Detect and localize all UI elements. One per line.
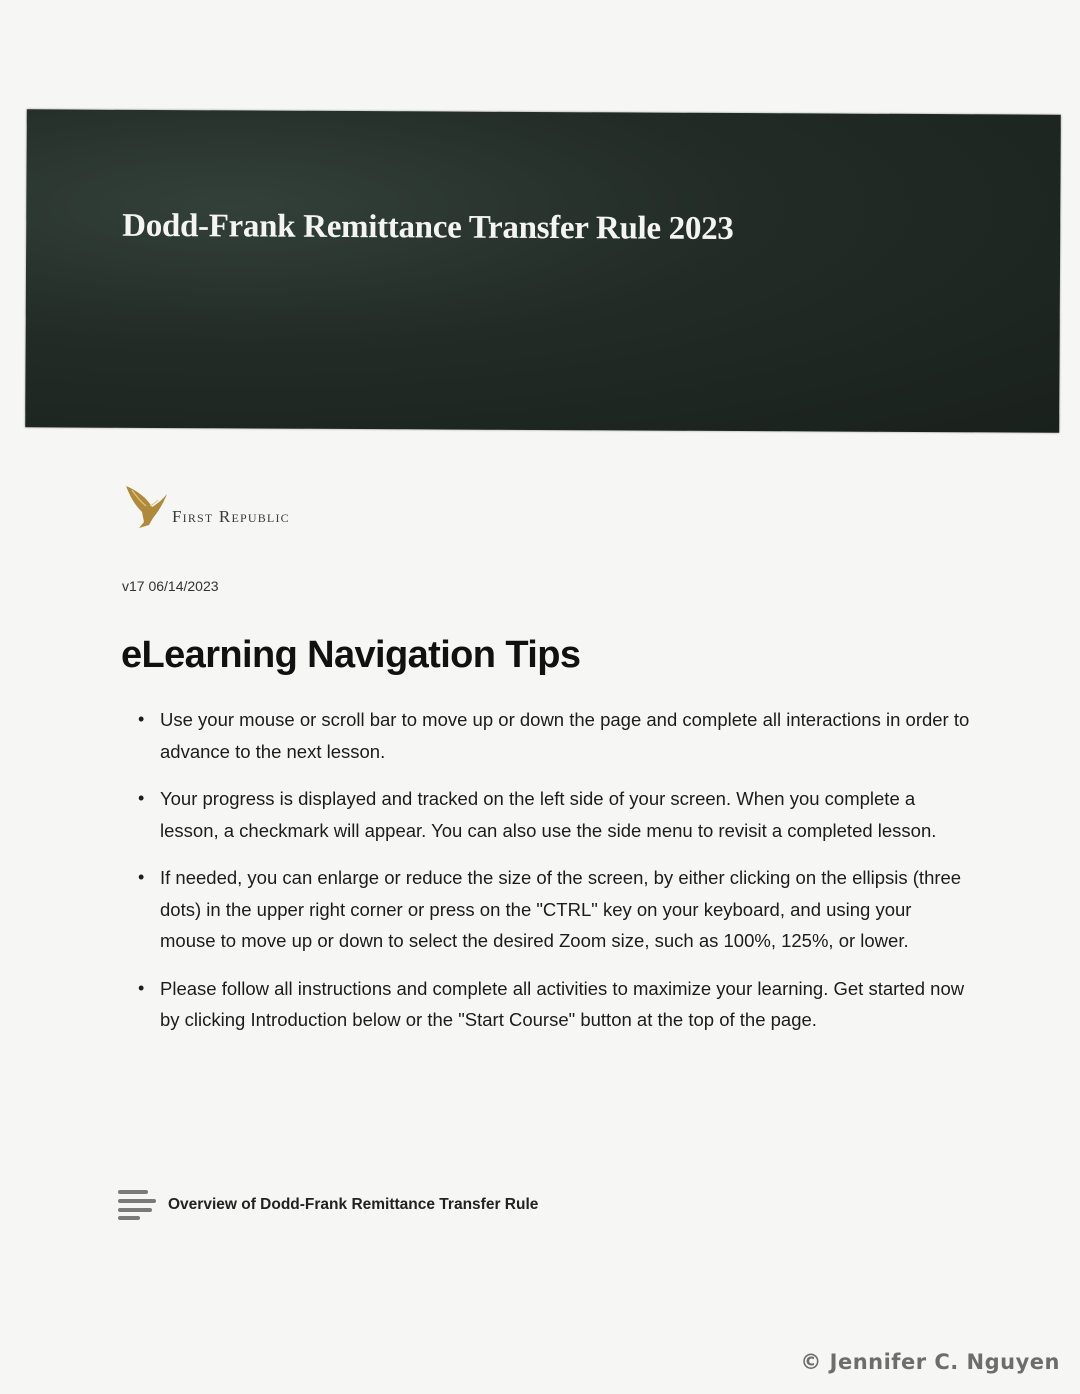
tip-item: • Your progress is displayed and tracked on the left side of your screen. When you complete a lesson, a checkmark will appear. You can also use the side menu to revisit a completed lesson. (132, 783, 972, 846)
tip-item: • Use your mouse or scroll bar to move up or down the page and complete all interactions in order to advance to the next lesson. (132, 704, 972, 767)
brand-logo (122, 482, 290, 530)
tip-item: • Please follow all instructions and complete all activities to maximize your learning. Get started now by clicking Introduction below or the "Start Course" button at the top of the page. (132, 973, 972, 1036)
course-title: Dodd-Frank Remittance Transfer Rule 2023 (122, 207, 734, 247)
page-heading: eLearning Navigation Tips (121, 634, 581, 676)
menu-lines-icon (118, 1190, 156, 1220)
version-label: v17 06/14/2023 (122, 578, 219, 594)
eagle-logo-icon (122, 482, 168, 530)
lesson-link-label: Overview of Dodd-Frank Remittance Transfer Rule (168, 1196, 539, 1213)
copyright-watermark: © Jennifer C. Nguyen (800, 1350, 1060, 1374)
tips-list (132, 704, 972, 1052)
lesson-link-overview[interactable] (118, 1190, 538, 1220)
brand-name: First Republic (172, 507, 290, 526)
course-banner (25, 109, 1061, 432)
tip-item: • If needed, you can enlarge or reduce the size of the screen, by either clicking on the ellipsis (three dots) in the upper right corner or press on the "CTRL" key on your keyboard, and using your mouse to move up or down to select the desired Zoom size, such as 100%, 125%, or lower. (132, 862, 972, 957)
